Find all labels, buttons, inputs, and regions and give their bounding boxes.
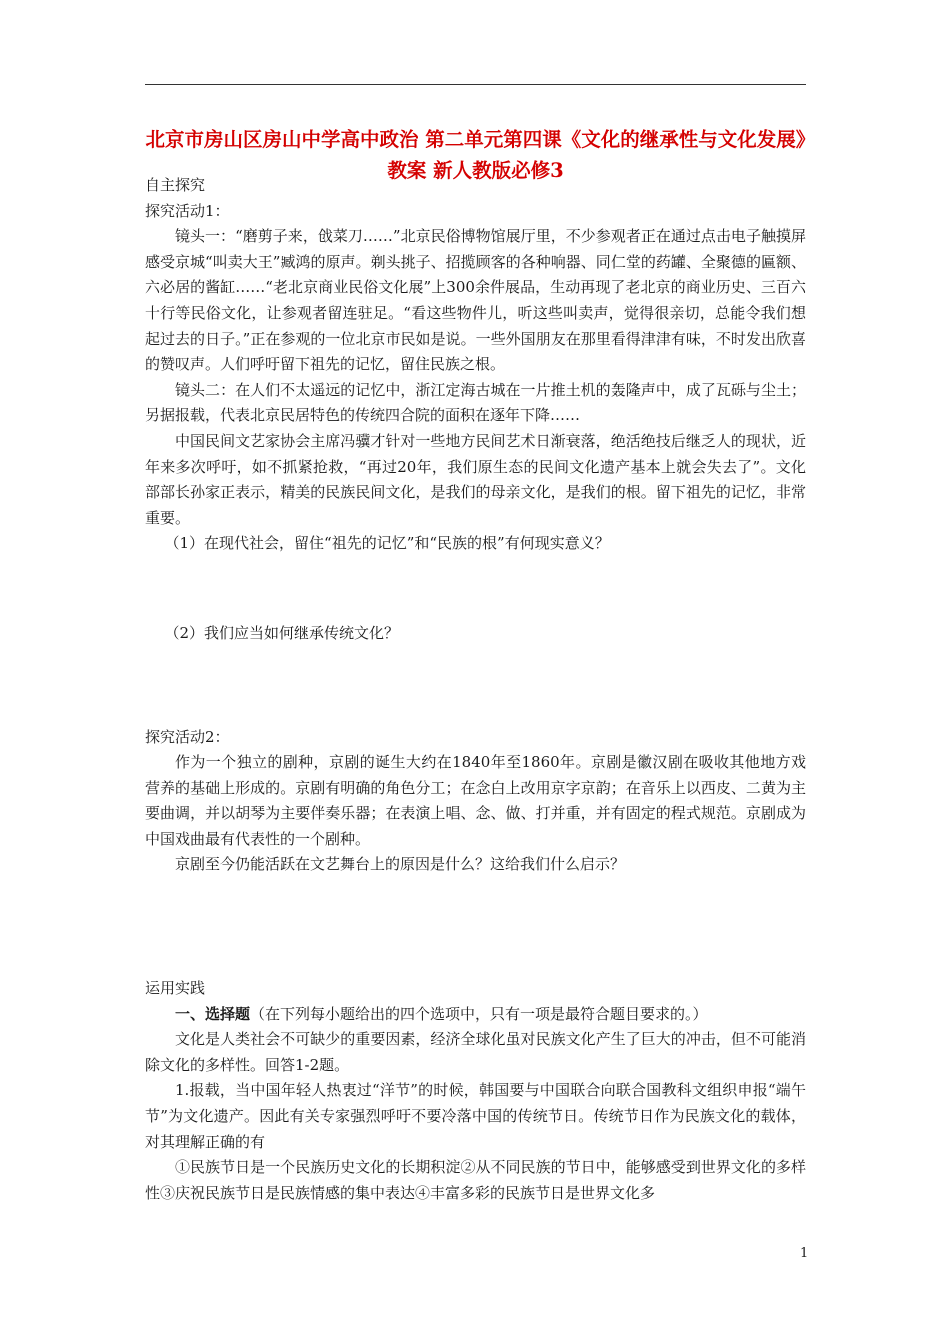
section-heading-yunyong: 运用实践: [145, 979, 206, 998]
activity2-paragraph-1: 作为一个独立的剧种，京剧的诞生大约在1840年至1860年。京剧是徽汉剧在吸收其他地方戏营养的基础上形成的。京剧有明确的角色分工；在念白上改用京字京韵；在音乐上以西皮、二黄为主要曲调，并以胡琴为主要伴奏乐器；在表演上唱、念、做、打并重，并有固定的程式规范。京剧成为中国戏曲最有代表性的一个剧种。: [145, 753, 806, 848]
mcq-heading: 一、选择题: [175, 1004, 251, 1023]
page-number: 1: [800, 1246, 809, 1261]
answer-space-3: [145, 878, 806, 976]
activity1-heading: 探究活动1：: [145, 201, 230, 220]
activity2-heading: 探究活动2：: [145, 727, 230, 746]
header-rule: [145, 84, 806, 85]
activity1-paragraph-2: 镜头二：在人们不太遥远的记忆中，浙江定海古城在一片推土机的轰隆声中，成了瓦砾与尘土；另据报载，代表北京民居特色的传统四合院的面积在逐年下降……: [145, 380, 806, 425]
mcq-options: ①民族节日是一个民族历史文化的长期积淀②从不同民族的节日中，能够感受到世界文化的多样性③庆祝民族节日是民族情感的集中表达④丰富多彩的民族节日是世界文化多: [145, 1158, 806, 1202]
activity2-question: 京剧至今仍能活跃在文艺舞台上的原因是什么？这给我们什么启示？: [175, 855, 626, 874]
activity1-paragraph-3: 中国民间文艺家协会主席冯骥才针对一些地方民间艺术日渐衰落，绝活绝技后继乏人的现状，近年来多次呼吁，如不抓紧抢救，“再过20年，我们原生态的民间文化遗产基本上就会失去了”。文化部部长孙家正表示，精美的民族民间文化，是我们的母亲文化，是我们的根。留下祖先的记忆，非常重要。: [145, 431, 806, 527]
activity1-paragraph-1: 镜头一：“磨剪子来，戗菜刀……”北京民俗博物馆展厅里，不少参观者正在通过点击电子触摸屏感受京城“叫卖大王”臧鸿的原声。剃头挑子、招揽顾客的各种响器、同仁堂的药罐、全聚德的匾额、六必居的酱缸……“老北京商业民俗文化展”上300余件展品，生动再现了老北京的商业历史、三百六十行等民俗文化，让参观者留连驻足。“看这些物件儿，听这些叫卖声，觉得很亲切，总能令我们想起过去的日子。”正在参观的一位北京市民如是说。一些外国朋友在那里看得津津有味，不时发出欣喜的赞叹声。人们呼吁留下祖先的记忆，留住民族之根。: [145, 227, 806, 374]
mcq-instruction: （在下列每小题给出的四个选项中，只有一项是最符合题目要求的。）: [250, 1004, 708, 1023]
activity1-question-1: （1）在现代社会，留住“祖先的记忆”和“民族的根”有何现实意义？: [164, 534, 610, 553]
document-body: [145, 173, 806, 1206]
section-heading-zizhu: 自主探究: [145, 176, 206, 194]
answer-space-1: [145, 557, 806, 621]
activity1-question-2: （2）我们应当如何继承传统文化？: [164, 623, 400, 642]
answer-space-2: [145, 647, 806, 725]
document-title: 北京市房山区房山中学高中政治 第二单元第四课《文化的继承性与文化发展》教案 新人教版必修3: [145, 128, 806, 182]
mcq-question-1: 1.报载，当中国年轻人热衷过“洋节”的时候，韩国要与中国联合向联合国教科文组织申报“端午节”为文化遗产。因此有关专家强烈呼吁不要冷落中国的传统节日。传统节日作为民族文化的载体，对其理解正确的有: [145, 1081, 806, 1151]
mcq-intro: 文化是人类社会不可缺少的重要因素，经济全球化虽对民族文化产生了巨大的冲击，但不可能消除文化的多样性。回答1-2题。: [145, 1030, 806, 1074]
mcq-heading-line: [145, 1002, 806, 1028]
